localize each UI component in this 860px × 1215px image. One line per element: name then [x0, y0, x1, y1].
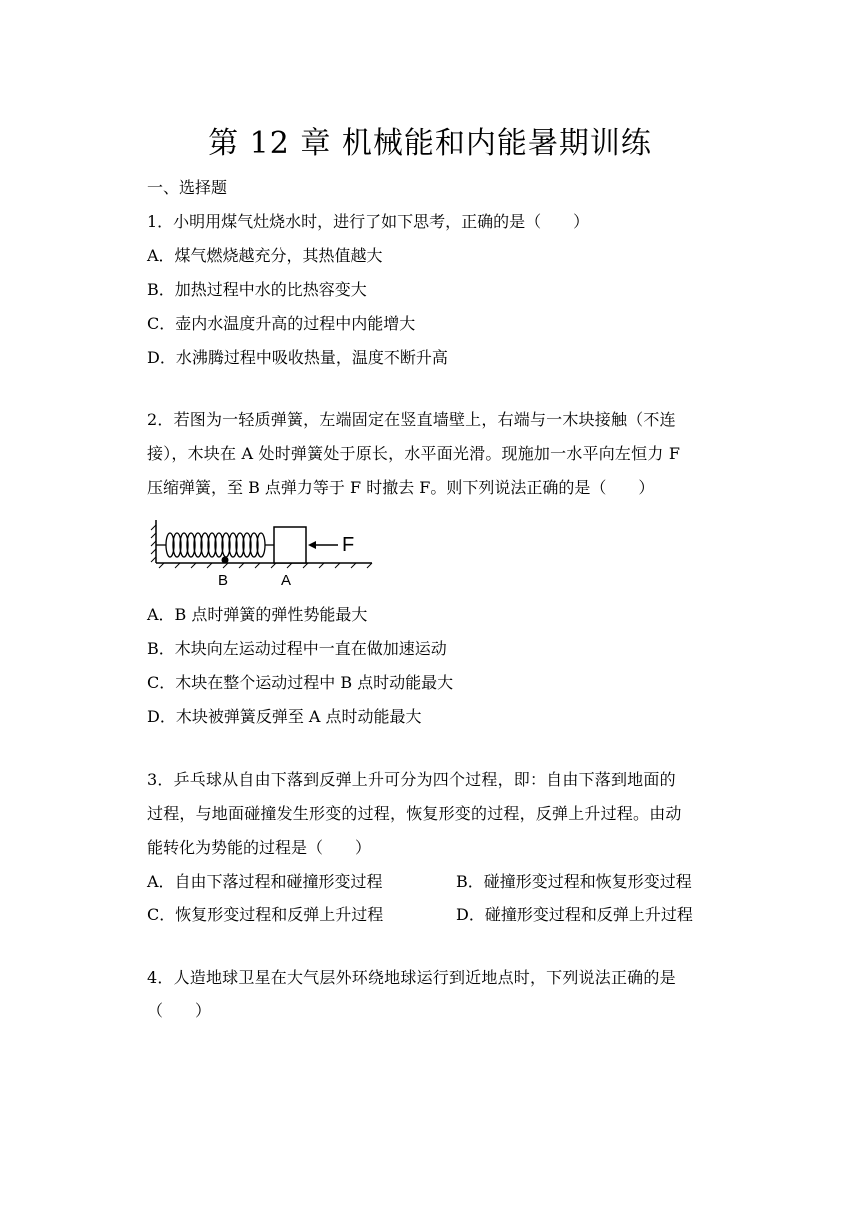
page-title: 第 12 章 机械能和内能暑期训练 — [208, 126, 652, 161]
section-heading: 一、选择题 — [147, 178, 228, 197]
question-2-option-c: C．木块在整个运动过程中 B 点时动能最大 — [147, 673, 454, 692]
question-1-option-d: D．水沸腾过程中吸收热量，温度不断升高 — [147, 348, 448, 367]
question-1-stem: 1．小明用煤气灶烧水时，进行了如下思考，正确的是（ ） — [147, 212, 590, 231]
wooden-block — [274, 527, 306, 563]
question-2-stem-line-1: 2．若图为一轻质弹簧，左端固定在竖直墙壁上，右端与一木块接触（不连 — [147, 410, 676, 429]
question-4-stem-line-2: （ ） — [147, 1001, 212, 1020]
spring-coil — [156, 533, 274, 557]
question-4-stem-line-1: 4．人造地球卫星在大气层外环绕地球运行到近地点时，下列说法正确的是 — [147, 968, 676, 987]
question-2-stem-line-3: 压缩弹簧，至 B 点弹力等于 F 时撤去 F。则下列说法正确的是（ ） — [147, 478, 655, 497]
question-3-option-b: B．碰撞形变过程和恢复形变过程 — [456, 872, 692, 891]
question-3-stem-line-2: 过程，与地面碰撞发生形变的过程，恢复形变的过程，反弹上升过程。由动 — [147, 804, 682, 823]
question-3-stem-line-1: 3．乒乓球从自由下落到反弹上升可分为四个过程，即：自由下落到地面的 — [147, 770, 676, 789]
question-3-option-a: A．自由下落过程和碰撞形变过程 — [147, 872, 383, 891]
question-3-option-d: D．碰撞形变过程和反弹上升过程 — [456, 905, 693, 924]
question-3-option-c: C．恢复形变过程和反弹上升过程 — [147, 905, 384, 924]
question-2-option-b: B．木块向左运动过程中一直在做加速运动 — [147, 639, 447, 658]
question-3-stem-line-3: 能转化为势能的过程是（ ） — [147, 838, 372, 857]
question-1-option-c: C．壶内水温度升高的过程中内能增大 — [147, 314, 416, 333]
question-2-option-a: A．B 点时弹簧的弹性势能最大 — [147, 605, 368, 624]
question-2-stem-line-2: 接），木块在 A 处时弹簧处于原长，水平面光滑。现施加一水平向左恒力 F — [147, 444, 681, 463]
point-b-label: B — [218, 572, 229, 589]
question-2-option-d: D．木块被弹簧反弹至 A 点时动能最大 — [147, 707, 422, 726]
point-a-label: A — [281, 572, 292, 589]
question-1-option-a: A．煤气燃烧越充分，其热值越大 — [147, 246, 383, 265]
point-b-marker — [222, 557, 229, 564]
spring-block-figure — [150, 515, 380, 590]
force-label: F — [342, 534, 355, 556]
question-1-option-b: B．加热过程中水的比热容变大 — [147, 280, 367, 299]
